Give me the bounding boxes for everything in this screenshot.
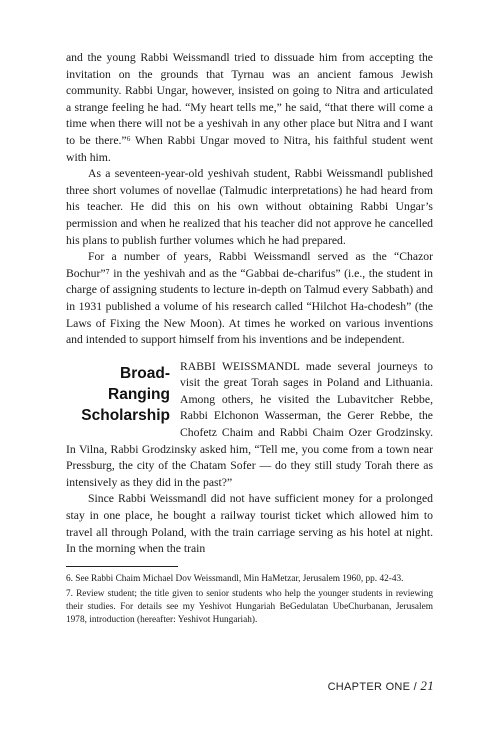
footnote-rule (66, 566, 178, 567)
paragraph-1: and the young Rabbi Weissmandl tried to dissuade him from accepting the invitation on the grounds that Tyrnau was an ancient famous Jewish community. Rabbi Ungar, however, insisted on going to Nitra and articulated a strange feeling he had. “My heart tells me,” he said, “that there will come a time when there will not be a yeshivah in any other place but Nitra and I want to be there.”⁶ When Rabbi Ungar moved to Nitra, his faithful student went with him. (66, 51, 433, 164)
chapter-label: CHAPTER ONE / (327, 681, 418, 693)
page-body (66, 50, 433, 629)
page-number: 21 (420, 678, 434, 693)
footnote-6: 6. See Rabbi Chaim Michael Dov Weissmandl, Min HaMetzar, Jerusalem 1960, pp. 42-43. (66, 573, 404, 584)
sidehead-line-3: Scholarship (81, 406, 170, 424)
paragraph-5: Since Rabbi Weissmandl did not have sufficient money for a prolonged stay in one place, he bought a railway tourist ticket which allowed him to travel all through Poland, with the train carriage serving as his hotel at night. In the morning when the train (66, 492, 433, 556)
paragraph-3: For a number of years, Rabbi Weissmandl served as the “Chazor Bochur”⁷ in the yeshivah and as the “Gabbai de-charifus” (i.e., the student in charge of assigning students to lecture in-depth on Talmud every Sabbath) and in 1931 published a volume of his research called “Hilchot Ha-chodesh” (the Laws of Fixing the New Moon). At times he worked on various inventions and intended to support himself from his inventions and be independent. (66, 250, 433, 347)
page-folio (328, 678, 434, 694)
paragraph-2: As a seventeen-year-old yeshivah student, Rabbi Weissmandl published three short volumes of novellae (Talmudic interpretations) he had heard from his teacher. He did this on his own without obtaining Rabbi Ungar’s permission and when he realized that his teacher did not approve he cancelled his plans to publish further volumes which he had prepared. (66, 167, 433, 247)
footnote-7: 7. Review student; the title given to senior students who help the younger students in reviewing their studies. For details see my Yeshivot Hungariah BeGedulatan UbeChurbanan, Jerusalem 1978, introduction (hereafter: Yeshivot Hungariah). (66, 589, 433, 625)
paragraph-4: RABBI WEISSMANDL made several journeys to visit the great Torah sages in Poland and Lithuania. Among others, he visited the Lubavitcher Rebbe, Rabbi Elchonon Wasserman, the Gerer Rebbe, the Chofetz Chaim and Rabbi Chaim Ozer Grodzinsky. In Vilna, Rabbi Grodzinsky asked him, “Tell me, you come from a town near Pressburg, the city of the Chatam Sofer — do they still study Torah there as intensively as they did in the past?” (66, 359, 433, 489)
sidehead-line-1: Broad- (120, 364, 170, 382)
sidehead-line-2: Ranging (108, 385, 170, 403)
section-gap (66, 349, 433, 359)
section-sidehead (66, 363, 170, 426)
